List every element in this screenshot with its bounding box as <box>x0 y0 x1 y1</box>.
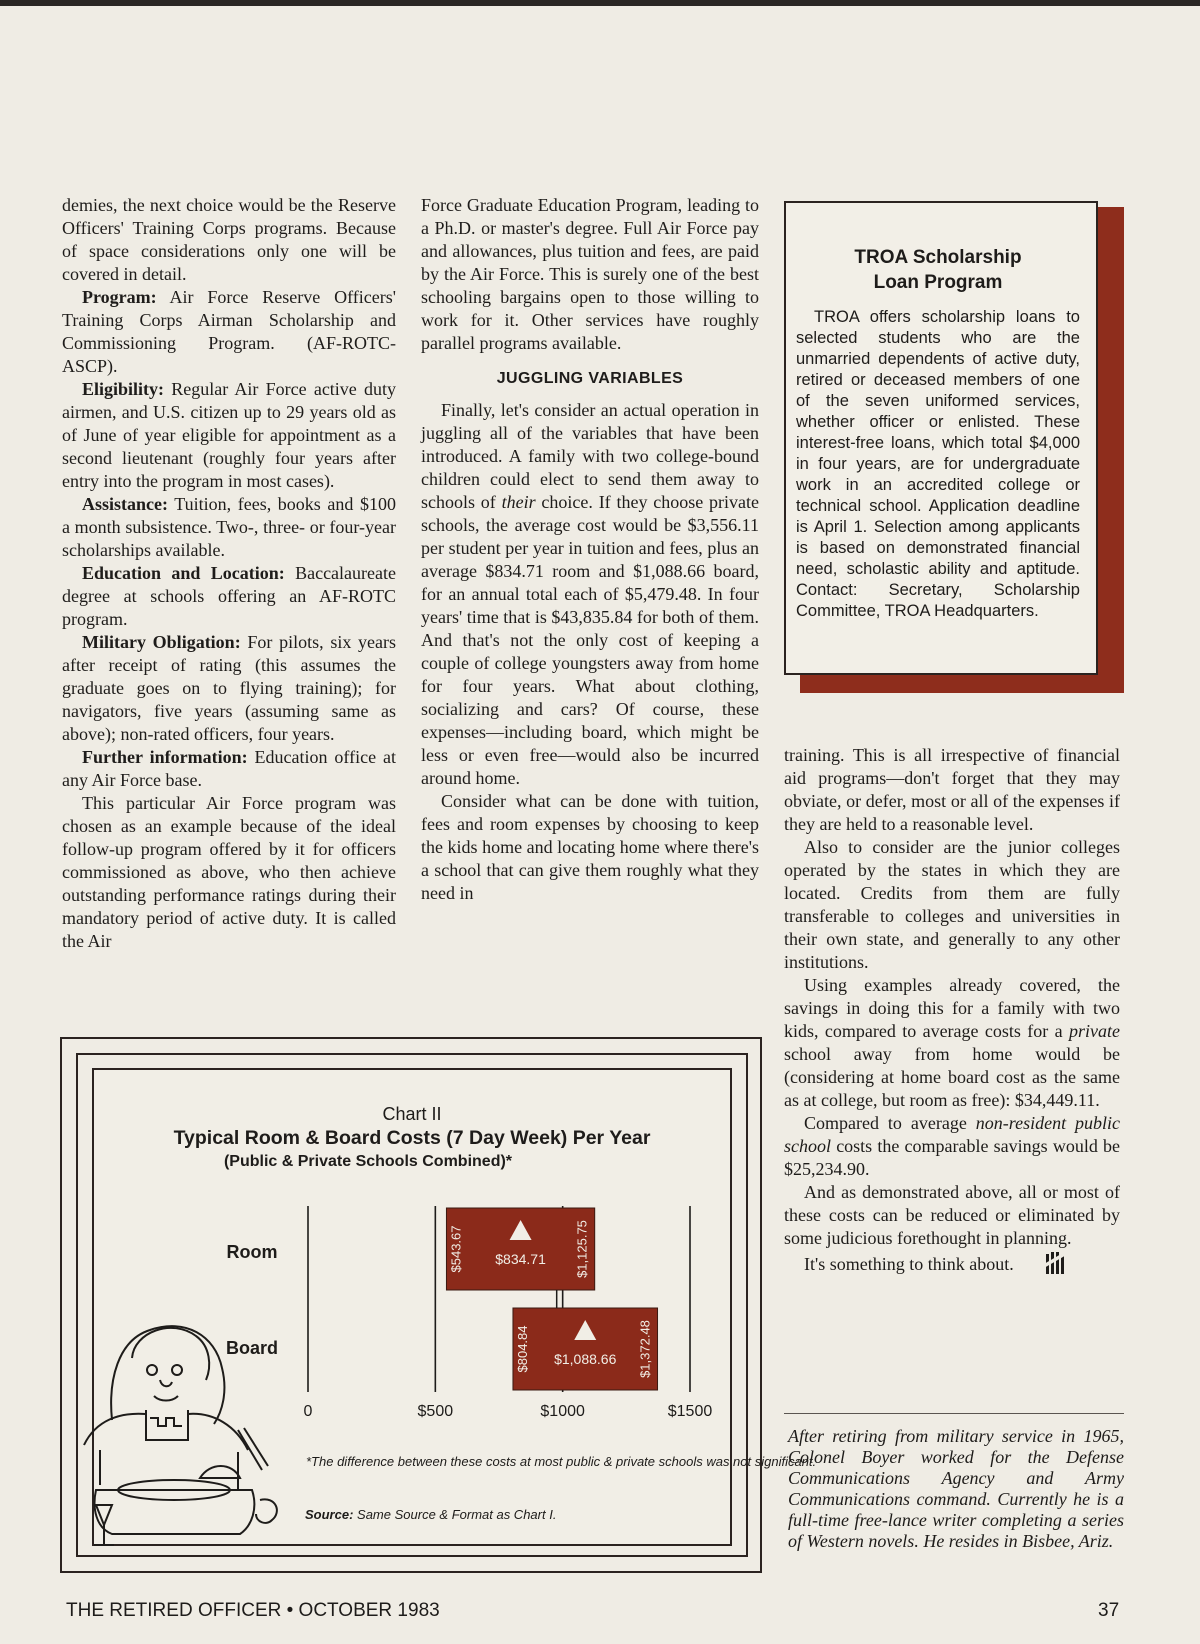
label-education: Education and Location: <box>82 563 285 583</box>
chart-footnote: *The difference between these costs at most public & private schools was not significant. <box>306 1454 817 1469</box>
chart-source-text: Same Source & Format as Chart I. <box>357 1507 557 1522</box>
chart-subtitle: (Public & Private Schools Combined)* <box>223 1153 513 1170</box>
text-assistance: Tuition, fees, books and $100 a month subsistence. Two-, three- or four-year scholarships available. <box>62 494 396 560</box>
label-program: Program: <box>82 287 157 307</box>
text: It's something to think about. <box>804 1254 1014 1274</box>
chart-bars <box>226 1208 658 1390</box>
text-program: Air Force Reserve Officers' Training Corps Airman Scholarship and Commissioning Program. (AF-ROTC-ASCP). <box>62 287 396 376</box>
text-education: Baccalaureate degree at schools offering an AF-ROTC program. <box>62 563 396 629</box>
text-further: Education office at any Air Force base. <box>62 747 396 790</box>
x-tick-label: $500 <box>417 1403 454 1420</box>
paragraph: And as demonstrated above, all or most of these costs can be reduced or eliminated by some judicious forethought in planning. <box>784 1182 1120 1248</box>
paragraph: demies, the next choice would be the Reserve Officers' Training Corps programs. Because of space considerations only one will be covered in detail. <box>62 195 396 284</box>
x-tick-label: 0 <box>303 1403 313 1420</box>
text: school away from home would be (considering at home board cost as the same as at college, but room as free): $34,449.11. <box>784 1044 1120 1110</box>
emphasis: their <box>501 492 536 512</box>
average-value-label: $1,088.66 <box>554 1351 617 1367</box>
text-eligibility: Regular Air Force active duty airmen, and U.S. citizen up to 29 years old as of June of year eligible for appointment as a second lieutenant (roughly four years after entry into the program in most cases). <box>62 379 397 491</box>
emphasis: private <box>1069 1021 1120 1041</box>
x-tick-label: $1000 <box>540 1403 585 1420</box>
paragraph: Force Graduate Education Program, leading to a Ph.D. or master's degree. Full Air Force pay and allowances, plus tuition and fees, are paid by the Air Force. This is surely one of the best schooling bargains open to those willing to work for it. Other services have roughly parallel programs available. <box>421 195 759 353</box>
category-label: Room <box>226 1242 278 1262</box>
label-eligibility: Eligibility: <box>82 379 165 399</box>
text: Finally, let's consider an actual operation in juggling all of the variables that have been introduced. A family with two college-bound children could elect to send them away to schools of <box>421 400 759 512</box>
chart-title: Typical Room & Board Costs (7 Day Week) Per Year <box>173 1127 651 1149</box>
low-value-label: $804.84 <box>514 1325 530 1373</box>
chart-source-label: Source: <box>305 1507 354 1522</box>
paragraph: Consider what can be done with tuition, fees and room expenses by choosing to keep the kids home and locating home where there's a school that can give them roughly what they need in <box>421 791 759 903</box>
text-military: For pilots, six years after receipt of rating (this assumes the graduate goes on to flying training); for navigators, five years (assuming same as above); non-rated officers, four years. <box>62 632 397 744</box>
text: choice. If they choose private schools, the average cost would be $3,556.11 per student per year in tuition and fees, plus an average $834.71 room and $1,088.66 board, for an annual total each of $5,479.48. In four years' time that is $43,835.84 for both of them. And that's not the only cost of keeping a couple of college youngsters away from home for four years. What about clothing, socializing and cars? Of course, these expenses—including board, which might be less or even free—would also be incurred around home. <box>421 492 760 788</box>
low-value-label: $543.67 <box>448 1225 464 1273</box>
x-tick-label: $1500 <box>667 1403 713 1420</box>
section-heading: JUGGLING VARIABLES <box>496 370 684 387</box>
sidebar-title-line-2: Loan Program <box>873 272 1003 293</box>
paragraph: training. This is all irrespective of financial aid programs—don't forget that they may obviate, or defer, most or all of the expenses if they are held to a reasonable level. <box>784 745 1120 834</box>
chart-x-axis <box>304 1403 713 1420</box>
text: Compared to average <box>804 1113 967 1133</box>
high-value-label: $1,125.75 <box>574 1220 590 1278</box>
text: Using examples already covered, the savings in doing this for a family with two kids, compared to average costs for a <box>784 975 1120 1041</box>
author-bio: After retiring from military service in 1965, Colonel Boyer worked for the Defense Communications Agency and Army Communications command. Currently he is a full-time free-lance writer completing a series of Western novels. He resides in Bisbee, Ariz. <box>788 1426 1124 1551</box>
category-label: Board <box>225 1338 279 1358</box>
footer-publication: THE RETIRED OFFICER • OCTOBER 1983 <box>66 1600 440 1621</box>
high-value-label: $1,372.48 <box>637 1320 653 1378</box>
diner-cartoon-illustration <box>84 1326 277 1545</box>
paragraph: This particular Air Force program was chosen as an example because of the ideal follow-up program offered by it for officers commissioned as above, who then achieve outstanding performance ratings during their mandatory period of active duty. It is called the Air <box>62 793 396 951</box>
sidebar-title-line-1: TROA Scholarship <box>854 247 1022 268</box>
text: costs the comparable savings would be $25,234.90. <box>784 1136 1121 1179</box>
paragraph: Also to consider are the junior colleges operated by the states in which they are located. Credits from them are fully transferable to colleges and universities in their own state, and generally to any other institutions. <box>784 837 1120 972</box>
average-value-label: $834.71 <box>495 1251 546 1267</box>
sidebar-body: TROA offers scholarship loans to selected students who are the unmarried dependents of active duty, retired or deceased members of one of the seven uniformed services, whether officer or enlisted. These interest-free loans, which total $4,000 in four years, are for undergraduate work in an accredited college or technical school. Application deadline is April 1. Selection among applicants is based on demonstrated financial need, scholastic ability and aptitude. Contact: Secretary, Scholarship Committee, TROA Headquarters. <box>796 308 1080 620</box>
label-military: Military Obligation: <box>82 632 241 652</box>
chart-label: Chart II <box>382 1104 442 1124</box>
emphasis: non-resident public school <box>784 1113 1120 1156</box>
label-further: Further information: <box>82 747 248 767</box>
page-number: 37 <box>1098 1600 1120 1621</box>
chart-source <box>305 1507 556 1522</box>
label-assistance: Assistance: <box>82 494 168 514</box>
